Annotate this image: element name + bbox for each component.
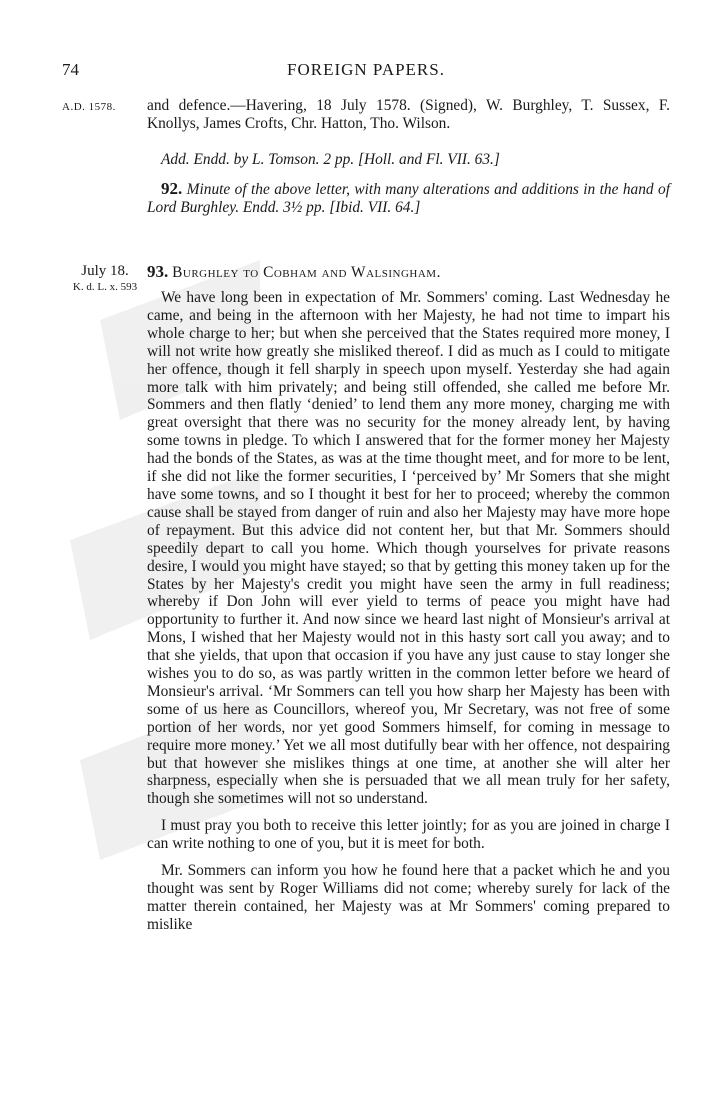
item-93-heading — [147, 263, 670, 282]
running-head: FOREIGN PAPERS. — [287, 60, 445, 79]
item-93-body — [147, 289, 670, 934]
letter-continuation: and defence.—Havering, 18 July 1578. (Signed), W. Burghley, T. Sussex, F. Knollys, James Crofts, Chr. Hatton, Tho. Wilson. — [147, 97, 670, 132]
item-92 — [147, 180, 670, 217]
page-number: 74 — [62, 60, 79, 79]
margin-date: July 18. — [81, 263, 129, 279]
letter-paragraph-3: Mr. Sommers can inform you how he found here that a packet which he and you thought was sent by Roger Williams did not come; whereby surely for lack of the matter therein contained, her Majesty was at Mr Sommers' coming prepared to mislike — [147, 862, 670, 933]
margin-year: A.D. 1578. — [62, 101, 116, 113]
item-92-number: 92. — [161, 179, 183, 198]
margin-reference: K. d. L. x. 593 — [72, 281, 138, 293]
letter-paragraph-1: We have long been in expectation of Mr. Sommers' coming. Last Wednesday he came, and being in the afternoon with her Majesty, he had not time to impart his whole charge to her; but when she perceived that the States required more money, I will not write how greatly she misliked thereof. I did as much as I could to mitigate her offence, though it fell sharply in speech upon myself. Yesterday she had again more talk with him privately; and being still offended, she called me before Mr. Sommers and then flatly ‘denied’ to lend them any more money, charging me with great oversight that there was no security for the money already lent, by having some towns in pledge. To which I answered that for the former money her Majesty had the bonds of the States, as was at the time thought meet, and for more to be lent, if she did not like the former securities, I ‘perceived by’ Mr Somers that she might have some towns, and so I thought it best for her to proceed; whereby the common cause shall be stayed from danger of ruin and also her Majesty may have more hope of repayment. But this advice did not content her, but that Mr. Sommers should speedily depart to call you home. Which though yourselves for private reasons desire, I would you might have stayed; so that by getting this money taken up for the States by her Majesty's credit you might have seen the army in full readiness; whereby if Don John will ever yield to terms of peace you might have had opportunity to further it. And now since we heard last night of Monsieur's arrival at Mons, I wished that her Majesty would not in this hasty sort call you away; and to that she yields, that upon that occasion if you have any just cause to stay longer she wishes you to do so, as was partly written in the common letter before we heard of Monsieur's arrival. ‘Mr Sommers can tell you how sharp her Majesty has been with some of us here as Councillors, whereof you, Mr Secretary, was not free of some portion of her words, nor yet good Sommers himself, for coming in message to require more money.’ Yet we all most dutifully bear with her offence, not despairing but that however she mislikes things at one time, at another she will alter her sharpness, especially when she is persuaded that we all mean truly for her safety, though she sometimes will not so understand. — [147, 289, 670, 808]
page-header — [62, 60, 670, 84]
margin-date-block — [62, 263, 148, 294]
item-93-number: 93. — [147, 262, 169, 281]
item-93-title: Burghley to Cobham and Walsingham. — [172, 264, 441, 281]
letter-paragraph-2: I must pray you both to receive this letter jointly; for as you are joined in charge I can write nothing to one of you, but it is meet for both. — [147, 817, 670, 853]
item-92-text: Minute of the above letter, with many alterations and additions in the hand of Lord Burghley. Endd. 3½ pp. [Ibid. VII. 64.] — [147, 181, 670, 216]
endorsement-line: Add. Endd. by L. Tomson. 2 pp. [Holl. and Fl. VII. 63.] — [161, 151, 500, 168]
intro-block — [147, 97, 670, 133]
